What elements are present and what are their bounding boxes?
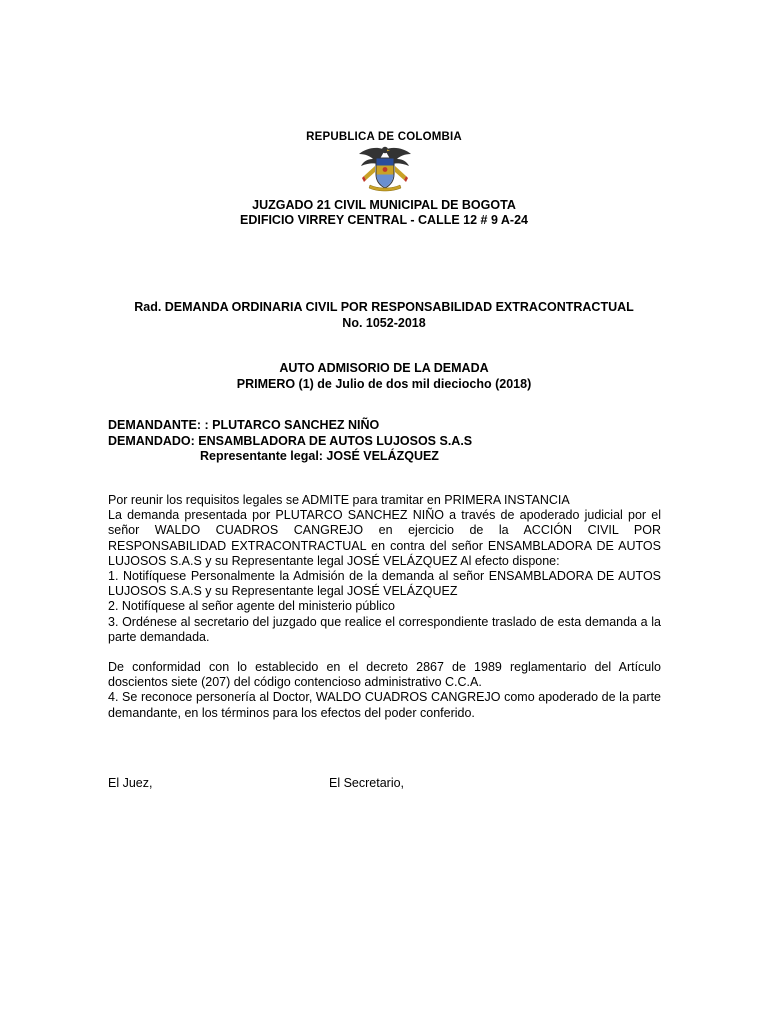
order-item-3: 3. Ordénese al secretario del juzgado que realice el correspondiente traslado de esta demanda a la parte demandada. [108,614,661,644]
legal-representative-line: Representante legal: JOSÉ VELÁZQUEZ [200,449,439,463]
secretary-signature-label: El Secretario, [329,776,405,790]
case-number: No. 1052-2018 [342,315,426,330]
country-heading: REPUBLICA DE COLOMBIA [306,131,462,143]
ruling-body [108,493,661,721]
auto-heading [0,361,768,392]
order-item-4: 4. Se reconoce personería al Doctor, WALDO CUADROS CANGREJO como apoderado de la parte demandante, en los términos para los efectos del poder conferido. [108,690,661,720]
decree-paragraph: De conformidad con lo establecido en el decreto 2867 de 1989 reglamentario del Artículo doscientos siete (207) del código contencioso administrativo C.C.A. [108,660,661,690]
auto-title: AUTO ADMISORIO DE LA DEMADA [279,361,489,375]
parties-block [108,418,472,465]
case-reference [0,300,768,331]
court-address: EDIFICIO VIRREY CENTRAL - CALLE 12 # 9 A-24 [239,213,529,227]
case-type: Rad. DEMANDA ORDINARIA CIVIL POR RESPONSABILIDAD EXTRACONTRACTUAL [134,300,634,314]
auto-date: PRIMERO (1) de Julio de dos mil dieciocho (2018) [236,376,532,391]
court-name: JUZGADO 21 CIVIL MUNICIPAL DE BOGOTA [252,198,516,212]
defendant-line: DEMANDADO: ENSAMBLADORA DE AUTOS LUJOSOS S.A.S [108,433,473,448]
order-item-1: 1. Notifíquese Personalmente la Admisión de la demanda al señor ENSAMBLADORA DE AUTOS LUJOSOS S.A.S y su Representante legal JOSÉ VELÁZQUEZ [108,569,661,599]
claim-paragraph: La demanda presentada por PLUTARCO SANCHEZ NIÑO a través de apoderado judicial por el señor WALDO CUADROS CANGREJO en ejercicio de la ACCIÓN CIVIL POR RESPONSABILIDAD EXTRACONTRACTUAL en contra del señor ENSAMBLADORA DE AUTOS LUJOSOS S.A.S y su Representante legal JOSÉ VELÁZQUEZ Al efecto dispone: [108,508,661,568]
plaintiff-line: DEMANDANTE: : PLUTARCO SANCHEZ NIÑO [108,418,380,432]
coat-of-arms-icon [356,144,414,192]
admission-paragraph: Por reunir los requisitos legales se ADMITE para tramitar en PRIMERA INSTANCIA [108,493,570,507]
judge-signature-label: El Juez, [108,776,153,790]
court-header [0,198,768,228]
order-item-2: 2. Notifíquese al señor agente del ministerio público [108,599,395,614]
paragraph-gap [108,645,661,660]
